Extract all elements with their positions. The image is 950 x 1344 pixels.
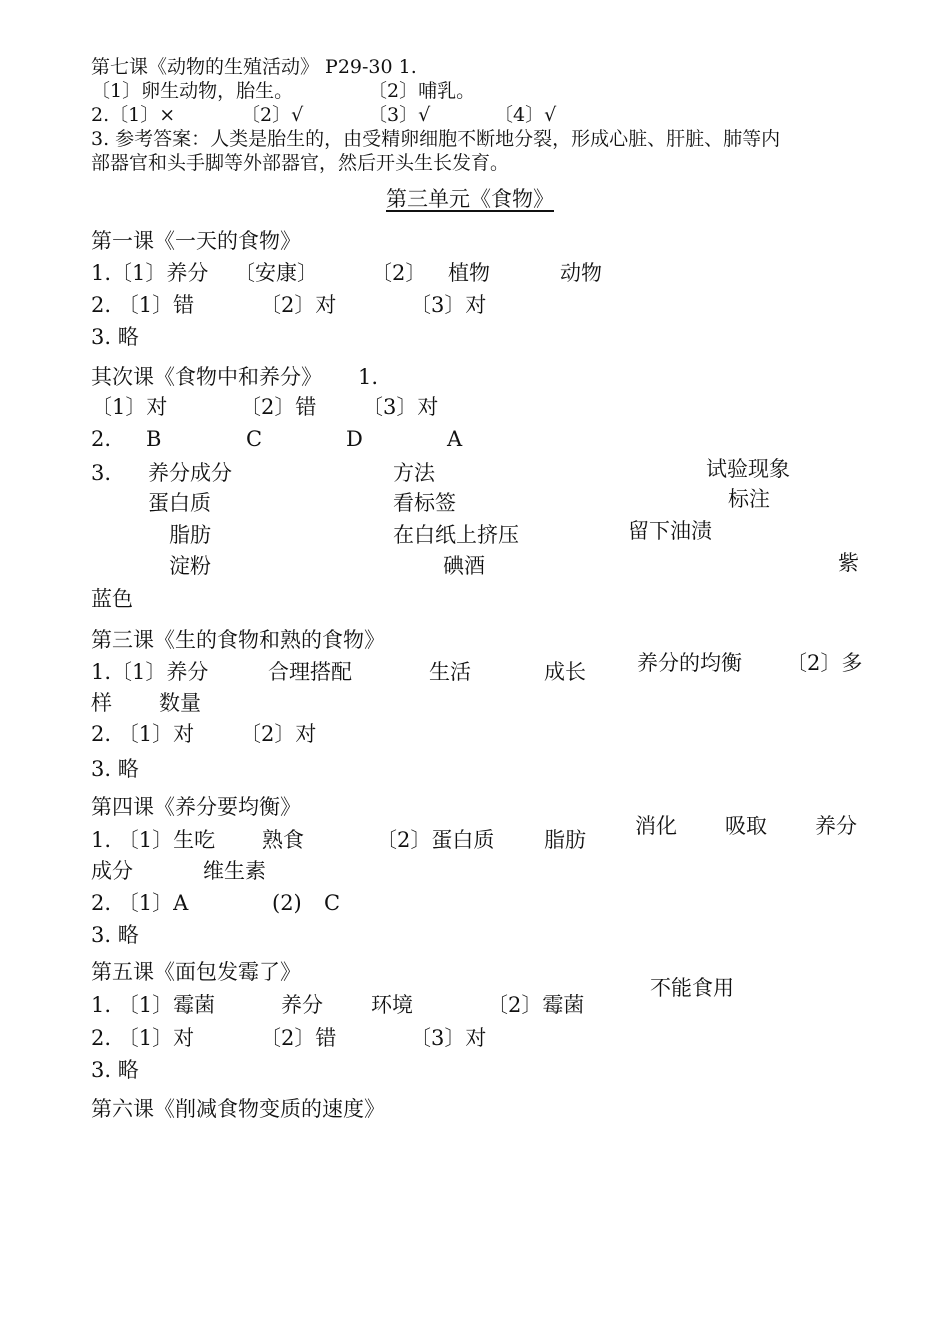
table-cell: 养分成分	[148, 461, 232, 485]
answer-text: 吸取	[725, 814, 767, 838]
answer-text: 3. 略	[91, 325, 139, 349]
answer-text: 1.〔1〕养分	[91, 660, 209, 684]
table-cell: 脂肪	[169, 523, 211, 547]
table-cell: 蓝色	[91, 587, 133, 611]
answer-text: 2.	[91, 427, 112, 451]
answer-text: 生活	[429, 660, 471, 684]
lesson-5-title: 第五课《面包发霉了》	[91, 960, 301, 984]
answer-text: 〔4〕√	[494, 104, 557, 126]
answer-text: 样	[91, 691, 112, 715]
answer-text: 〔2〕√	[241, 104, 304, 126]
table-cell: 试验现象	[706, 457, 790, 481]
answer-text: 部器官和头手脚等外部器官，然后开头生长发育。	[91, 152, 510, 174]
lesson-7-title: 第七课《动物的生殖活动》 P29-30 1.	[91, 56, 417, 78]
unit-3-title: 第三单元《食物》	[386, 187, 554, 211]
answer-text: (2)	[272, 891, 302, 915]
answer-text: 〔3〕对	[362, 395, 439, 419]
answer-text: C	[324, 891, 341, 915]
answer-text: 2.〔1〕×	[91, 104, 176, 126]
table-cell: 淀粉	[169, 554, 211, 578]
answer-text: 维生素	[203, 859, 266, 883]
answer-text: 3. 参考答案：人类是胎生的，由受精卵细胞不断地分裂，形成心脏、肝脏、肺等内	[91, 128, 781, 150]
answer-text: 数量	[159, 691, 201, 715]
answer-text: 〔安康〕	[234, 261, 318, 285]
answer-text: 〔2〕对	[260, 293, 337, 317]
answer-text: 1.	[358, 365, 379, 389]
answer-text: 2. 〔1〕对	[91, 722, 195, 746]
answer-text: 〔2〕哺乳。	[368, 80, 476, 102]
answer-text: 〔1〕卵生动物，胎生。	[91, 80, 294, 102]
answer-text: 〔2〕多	[786, 651, 863, 675]
answer-text: 环境	[371, 993, 413, 1017]
answer-text: 1.〔1〕养分	[91, 261, 209, 285]
table-cell: 碘酒	[443, 554, 485, 578]
answer-text: 2. 〔1〕A	[91, 891, 189, 915]
lesson-1-title: 第一课《一天的食物》	[91, 229, 301, 253]
answer-text: 合理搭配	[268, 660, 352, 684]
answer-text: 动物	[560, 261, 602, 285]
answer-text: 3.	[91, 461, 112, 485]
answer-text: 〔2〕蛋白质	[376, 828, 495, 852]
answer-text: 成分	[91, 859, 133, 883]
answer-text: D	[346, 427, 363, 451]
answer-text: 2. 〔1〕对	[91, 1026, 195, 1050]
table-cell: 标注	[728, 487, 770, 511]
answer-text: 〔3〕√	[368, 104, 431, 126]
answer-text: 植物	[448, 261, 490, 285]
table-cell: 在白纸上挤压	[393, 523, 519, 547]
table-cell: 紫	[838, 551, 859, 575]
answer-text: B	[146, 427, 162, 451]
table-cell: 方法	[393, 461, 435, 485]
answer-text: 养分的均衡	[637, 651, 742, 675]
answer-text: 养分	[815, 814, 857, 838]
answer-text: 〔2〕	[371, 261, 427, 285]
answer-text: 3. 略	[91, 923, 139, 947]
answer-text: 熟食	[262, 828, 304, 852]
answer-text: C	[246, 427, 263, 451]
answer-text: 3. 略	[91, 1058, 139, 1082]
answer-text: 〔3〕对	[410, 1026, 487, 1050]
answer-text: 成长	[544, 660, 586, 684]
answer-text: 3. 略	[91, 757, 139, 781]
answer-text: 〔2〕错	[260, 1026, 337, 1050]
lesson-6-title: 第六课《削减食物变质的速度》	[91, 1097, 385, 1121]
answer-text: 〔2〕对	[240, 722, 317, 746]
answer-text: 养分	[281, 993, 323, 1017]
table-cell: 蛋白质	[148, 491, 211, 515]
answer-text: 消化	[635, 814, 677, 838]
table-cell: 留下油渍	[628, 519, 712, 543]
answer-text: A	[447, 427, 463, 451]
answer-text: 1. 〔1〕生吃	[91, 828, 216, 852]
answer-text: 不能食用	[650, 976, 734, 1000]
answer-text: 2. 〔1〕错	[91, 293, 195, 317]
lesson-4-title: 第四课《养分要均衡》	[91, 795, 301, 819]
table-cell: 看标签	[393, 491, 456, 515]
answer-text: 〔1〕对	[91, 395, 168, 419]
answer-text: 脂肪	[544, 828, 586, 852]
answer-text: 1. 〔1〕霉菌	[91, 993, 216, 1017]
lesson-3-title: 第三课《生的食物和熟的食物》	[91, 628, 385, 652]
answer-text: 〔2〕错	[240, 395, 317, 419]
lesson-2-title: 其次课《食物中和养分》	[91, 365, 322, 389]
answer-text: 〔3〕对	[410, 293, 487, 317]
answer-text: 〔2〕霉菌	[487, 993, 585, 1017]
